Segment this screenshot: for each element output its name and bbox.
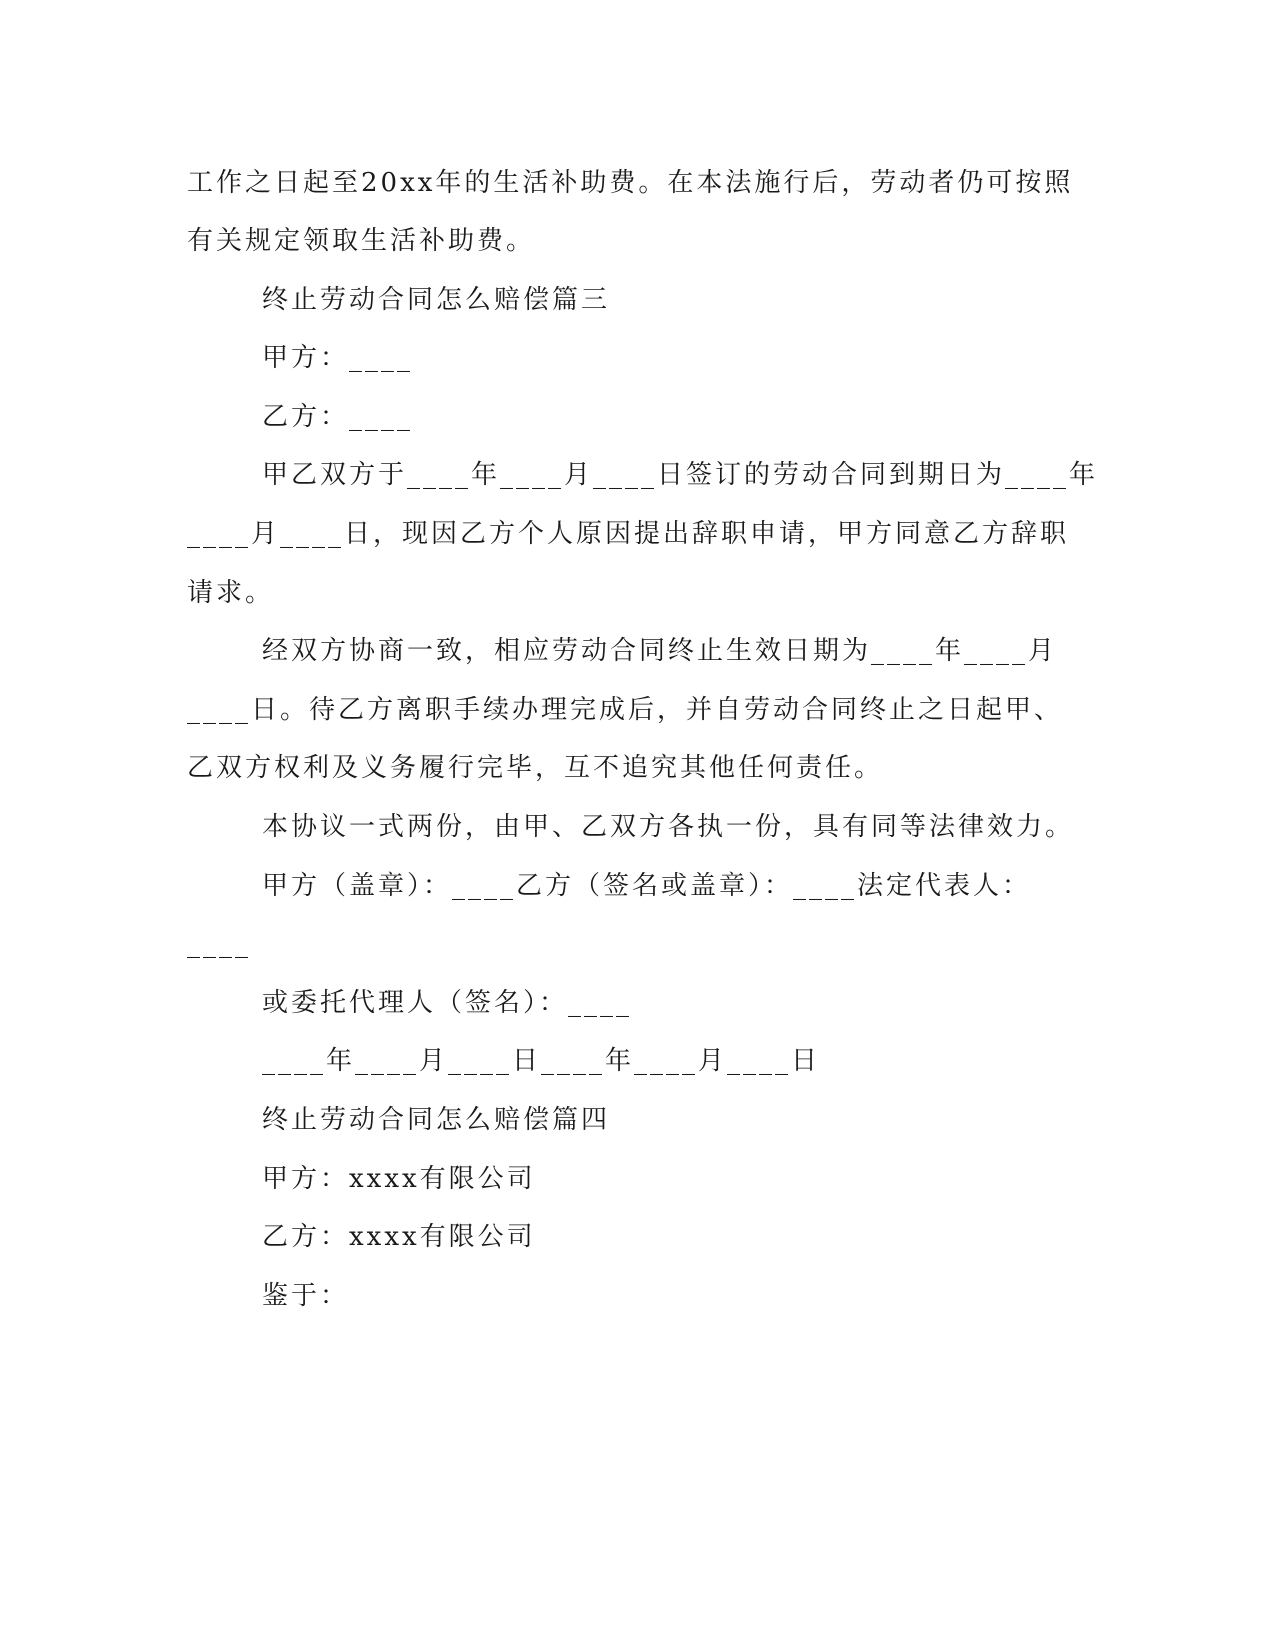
signature-blank: ____ [187,929,251,959]
paragraph-line: ____月____日，现因乙方个人原因提出辞职申请，甲方同意乙方辞职 [187,519,1070,549]
party-b-field: 乙方：____ [262,402,414,432]
paragraph-line: 有关规定领取生活补助费。 [187,226,536,256]
paragraph-line: 甲乙双方于____年____月____日签订的劳动合同到期日为____年 [262,460,1099,490]
signature-line: 甲方（盖章）：____乙方（签名或盖章）：____法定代表人： [262,871,1032,901]
party-a-field: 甲方：____ [262,343,414,373]
paragraph-line: 本协议一式两份，由甲、乙双方各执一份，具有同等法律效力。 [262,812,1075,842]
party-b-field: 乙方：xxxx有限公司 [262,1222,536,1252]
party-a-field: 甲方：xxxx有限公司 [262,1164,536,1194]
paragraph-line: 经双方协商一致，相应劳动合同终止生效日期为____年____月 [262,636,1058,666]
signature-line: 或委托代理人（签名）：____ [262,988,633,1018]
paragraph-line: 工作之日起至20xx年的生活补助费。在本法施行后，劳动者仍可按照 [187,168,1074,198]
date-line: ____年____月____日____年____月____日 [262,1046,821,1076]
paragraph-line: 鉴于： [262,1281,350,1311]
paragraph-line: 乙双方权利及义务履行完毕，互不追究其他任何责任。 [187,753,884,783]
paragraph-line: 请求。 [187,578,275,608]
section-title: 终止劳动合同怎么赔偿篇四 [262,1105,611,1135]
paragraph-line: ____日。待乙方离职手续办理完成后，并自劳动合同终止之日起甲、 [187,695,1064,725]
section-title: 终止劳动合同怎么赔偿篇三 [262,285,611,315]
